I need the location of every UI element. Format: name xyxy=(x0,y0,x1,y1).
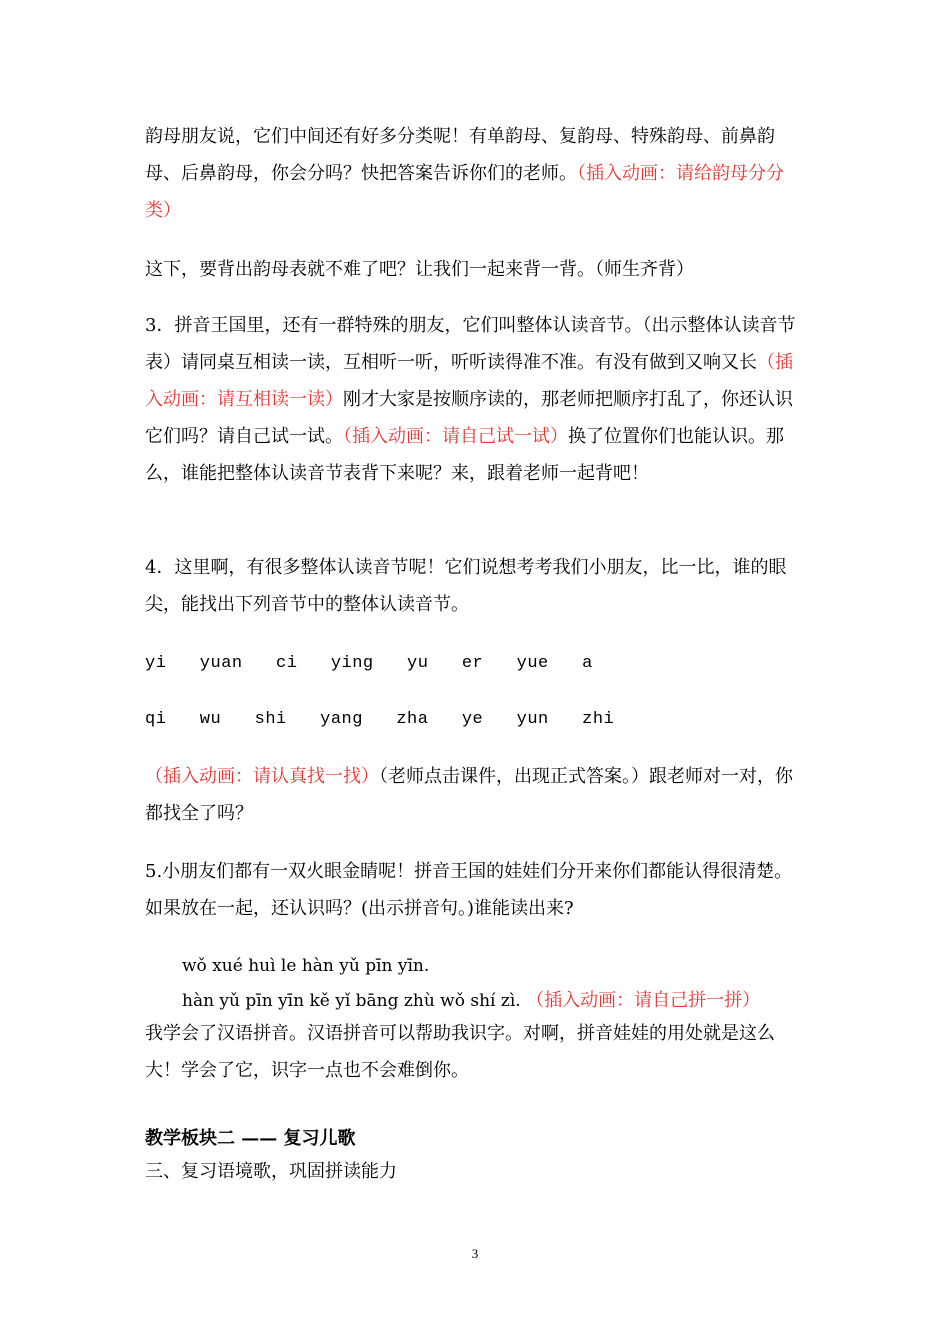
pinyin-sentence-1: wǒ xué huì le hàn yǔ pīn yīn. xyxy=(182,956,430,976)
paragraph-check-answers xyxy=(145,758,810,832)
paragraph-text: 换了位置你们也能认识。那么，谁能把整体认读音节表背下来呢？来，跟着老师一起背吧！ xyxy=(145,426,784,484)
animation-note: （插入动画：请互相读一读） xyxy=(145,352,793,410)
paragraph-pinyin-sentences: 5.小朋友们都有一双火眼金睛呢！拼音王国的娃娃们分开来你们都能认得很清楚。如果放在一起，还认识吗？(出示拼音句。)谁能读出来? xyxy=(145,861,793,919)
paragraph-vowel-categories xyxy=(145,118,810,229)
animation-note: （插入动画：请自己试一试） xyxy=(343,426,568,447)
animation-note: （插入动画：请自己拼一拼） xyxy=(526,990,761,1011)
section-heading: 教学板块二 —— 复习儿歌 xyxy=(145,1128,356,1149)
syllable-row-1: yi yuan ci ying yu er yue a xyxy=(145,654,593,673)
paragraph-find-syllables: 4．这里啊，有很多整体认读音节呢！它们说想考考我们小朋友，比一比，谁的眼尖，能找出下列音节中的整体认读音节。 xyxy=(145,557,787,615)
syllable-row-2: qi wu shi yang zha ye yun zhi xyxy=(145,710,615,729)
paragraph-learned-pinyin: 我学会了汉语拼音。汉语拼音可以帮助我识字。对啊，拼音娃娃的用处就是这么大！学会了它，识字一点也不会难倒你。 xyxy=(145,1023,775,1081)
paragraph-text: 刚才大家是按顺序读的，那老师把顺序打乱了，你还认识它们吗？请自己试一试。 xyxy=(145,389,793,447)
paragraph-whole-syllables xyxy=(145,307,810,492)
pinyin-sentence-2 xyxy=(182,983,822,1019)
paragraph-text: 3．拼音王国里，还有一群特殊的朋友，它们叫整体认读音节。（出示整体认读音节表）请同桌互相读一读，互相听一听，听听读得准不准。有没有做到又响又长 xyxy=(145,315,796,373)
pinyin-text: hàn yǔ pīn yīn kě yǐ bāng zhù wǒ shí zì. xyxy=(182,991,521,1011)
paragraph-text: （老师点击课件，出现正式答案。）跟老师对一对，你都找全了吗？ xyxy=(145,766,793,824)
animation-note: （插入动画：请认真找一找） xyxy=(145,766,379,787)
section-subheading: 三、复习语境歌，巩固拼读能力 xyxy=(145,1161,397,1182)
animation-note: （插入动画：请给韵母分分类） xyxy=(145,163,784,221)
paragraph-text: 韵母朋友说，它们中间还有好多分类呢！有单韵母、复韵母、特殊韵母、前鼻韵母、后鼻韵母，你会分吗？快把答案告诉你们的老师。 xyxy=(145,126,775,184)
page-number: 3 xyxy=(471,1246,479,1261)
paragraph-recite-vowels: 这下，要背出韵母表就不难了吧？让我们一起来背一背。（师生齐背） xyxy=(145,259,694,280)
